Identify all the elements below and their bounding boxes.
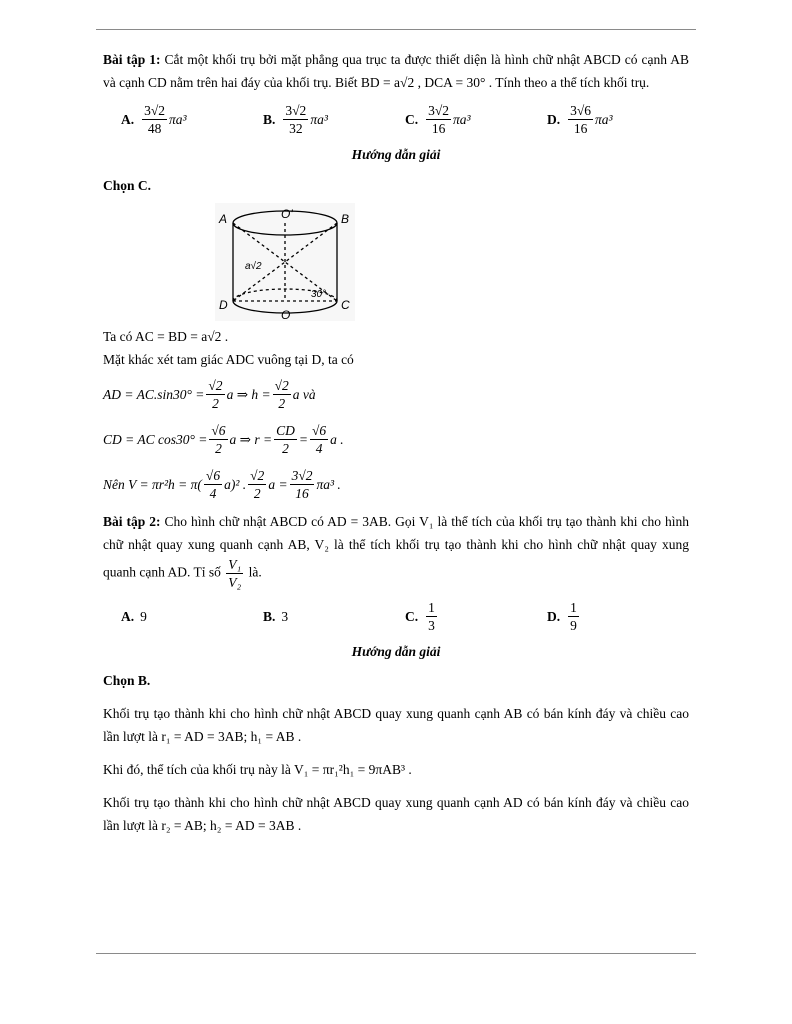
solution-1-line-1: Ta có AC = BD = a√2 .	[103, 329, 229, 344]
exercise-2-choices	[121, 599, 689, 634]
cylinder-diagram	[215, 203, 355, 321]
label-a: A	[219, 212, 228, 226]
choice-b: B. 3	[263, 608, 289, 624]
choice-c: C. $\frac{1}{3}$	[405, 600, 435, 633]
answer-2: Chọn B.	[103, 673, 151, 688]
solution-2-para-1: Khối trụ tạo thành khi cho hình chữ nhật ABCD quay xung quanh cạnh AB có bán kính đáy và chiều cao lần lượt là r₁ = AD = 3AB; h₁ = AB .	[103, 706, 689, 744]
answer-1: Chọn C.	[103, 178, 152, 193]
label-diagonal: a√2	[245, 261, 262, 272]
solution-2-para-2: Khi đó, thể tích của khối trụ này là V₁ = πr₁²h₁ = 9πAB³ .	[103, 762, 412, 777]
label-d: D	[219, 298, 228, 312]
label-o: O	[281, 308, 291, 321]
exercise-1-label: Bài tập 1:	[103, 52, 161, 67]
exercise-2-label: Bài tập 2:	[103, 514, 161, 529]
label-angle: 30°	[311, 289, 327, 300]
exercise-1-text: Bài tập 1: Cắt một khối trụ bởi mặt phẳng qua trục ta được thiết diện là hình chữ nhật ABCD có cạnh AB và cạnh CD nằm trên hai đáy của khối trụ. Biết BD = a√2 , DCA = 30° . Tính theo a thể tích khối trụ.	[103, 52, 689, 90]
solution-1-line-2: Mặt khác xét tam giác ADC vuông tại D, ta có	[103, 352, 354, 367]
exercise-2-text: Bài tập 2: Cho hình chữ nhật ABCD có AD = 3AB. Gọi V₁ là thể tích của khối trụ tạo thành khi cho hình chữ nhật quay xung quanh cạnh AB, V₂ là thể tích khối trụ tạo thành khi cho hình chữ nhật quay xung quanh cạnh AD. Tỉ số $\frac{\text{V₁}}{\text{V₂}}$ là.	[103, 514, 689, 590]
guide-heading-1: Hướng dẫn giải	[351, 147, 441, 162]
choice-a: A. 9	[121, 608, 147, 624]
guide-heading-2: Hướng dẫn giải	[351, 644, 441, 659]
solution-2-para-3: Khối trụ tạo thành khi cho hình chữ nhật ABCD quay xung quanh cạnh AD có bán kính đáy và chiều cao lần lượt là r₂ = AB; h₂ = AD = 3AB .	[103, 795, 689, 833]
solution-1-line-3: AD = AC.sin30° = $\frac{√2}{2}$ a ⇒ h = $\frac{√2}{2}$ a và	[103, 378, 316, 411]
solution-1-line-4: CD = AC cos30° = $\frac{√6}{2}$ a ⇒ r = $\frac{CD}{2}$ = $\frac{√6}{4}$ a .	[103, 423, 344, 456]
choice-d: D. $\frac{1}{9}$	[547, 600, 577, 633]
exercise-1-choices	[121, 102, 689, 137]
page-content	[103, 48, 689, 837]
cylinder-figure	[215, 203, 355, 321]
choice-c: C. $\frac{3√2}{16}$ πa³	[405, 103, 471, 136]
label-o-prime: O'	[281, 207, 293, 221]
label-c: C	[341, 298, 350, 312]
solution-1-line-5: Nên V = πr²h = π( $\frac{√6}{4}$ a)² . $\frac{√2}{2}$ a = $\frac{3√2}{16}$ πa³ .	[103, 468, 341, 501]
top-rule	[96, 29, 696, 30]
choice-a: A. $\frac{3√2}{48}$ πa³	[121, 103, 187, 136]
choice-d: D. $\frac{3√6}{16}$ πa³	[547, 103, 613, 136]
choice-b: B. $\frac{3√2}{32}$ πa³	[263, 103, 328, 136]
bottom-rule	[96, 953, 696, 954]
label-b: B	[341, 212, 350, 226]
